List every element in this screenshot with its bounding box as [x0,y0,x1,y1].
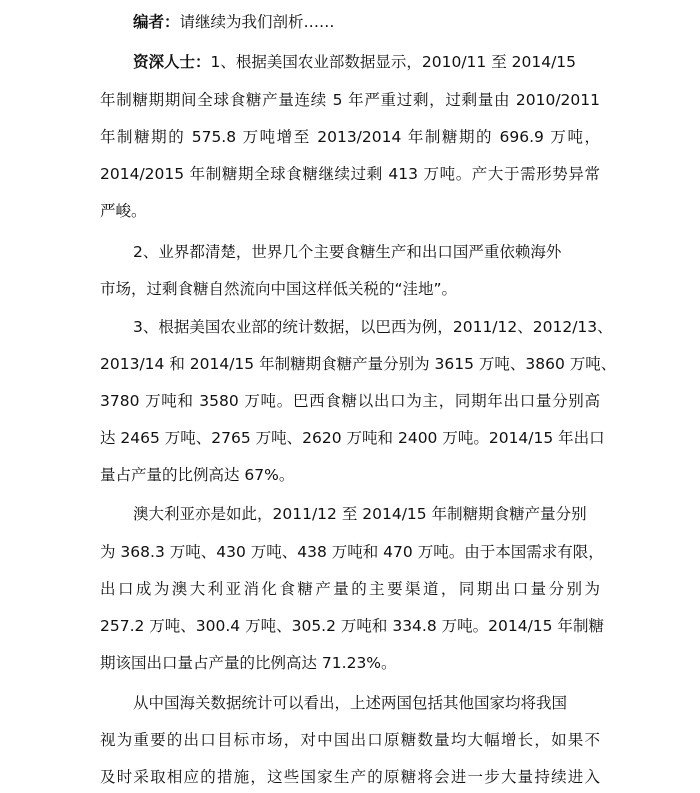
p2-line-2: 市场，过剩食糖自然流向中国这样低关税的“洼地”。 [100,280,458,298]
p5-line-3: 及时采取相应的措施，这些国家生产的原糖将会进一步大量持续进入 [100,768,600,786]
editor-label: 编者： [133,13,180,31]
p3-line-2: 2013/14 和 2014/15 年制糖期食糖产量分别为 3615 万吨、3860 万吨、 [100,355,617,373]
p1-line-4: 2014/2015 年制糖期全球食糖继续过剩 413 万吨。产大于需形势异常 [100,165,600,183]
p3-line-4: 达 2465 万吨、2765 万吨、2620 万吨和 2400 万吨。2014/15 年出口 [100,429,605,447]
p4-line-2: 为 368.3 万吨、430 万吨、438 万吨和 470 万吨。由于本国需求有限， [100,543,604,561]
expert-label: 资深人士： [133,53,211,71]
p1-line-1: 1、根据美国农业部数据显示，2010/11 至 2014/15 [210,53,577,71]
p3-line-1: 3、根据美国农业部的统计数据，以巴西为例，2011/12、2012/13、 [133,318,613,336]
p4-line-1: 澳大利亚亦是如此，2011/12 至 2014/15 年制糖期食糖产量分别 [133,505,587,523]
p2-line-1: 2、业界都清楚，世界几个主要食糖生产和出口国严重依赖海外 [133,243,562,261]
p4-line-5: 期该国出口量占产量的比例高达 71.23%。 [100,654,397,672]
p1-line-3: 年制糖期的 575.8 万吨增至 2013/2014 年制糖期的 696.9 万吨， [100,128,600,146]
editor-line [133,10,335,34]
p1-line-2: 年制糖期期间全球食糖产量连续 5 年严重过剩，过剩量由 2010/2011 [100,91,600,109]
p3-line-3: 3780 万吨和 3580 万吨。巴西食糖以出口为主，同期年出口量分别高 [100,392,600,410]
editor-text: 请继续为我们剖析…… [179,13,335,31]
p5-line-1: 从中国海关数据统计可以看出，上述两国包括其他国家均将我国 [133,694,568,712]
p4-line-4: 257.2 万吨、300.4 万吨、305.2 万吨和 334.8 万吨。2014/15 年制糖 [100,617,604,635]
p1-line-5: 严峻。 [100,202,147,220]
p4-line-3: 出口成为澳大利亚消化食糖产量的主要渠道，同期出口量分别为 [100,580,600,598]
expert-line-1 [133,50,576,74]
p5-line-2: 视为重要的出口目标市场，对中国出口原糖数量均大幅增长，如果不 [100,731,600,749]
p3-line-5: 量占产量的比例高达 67%。 [100,466,295,484]
